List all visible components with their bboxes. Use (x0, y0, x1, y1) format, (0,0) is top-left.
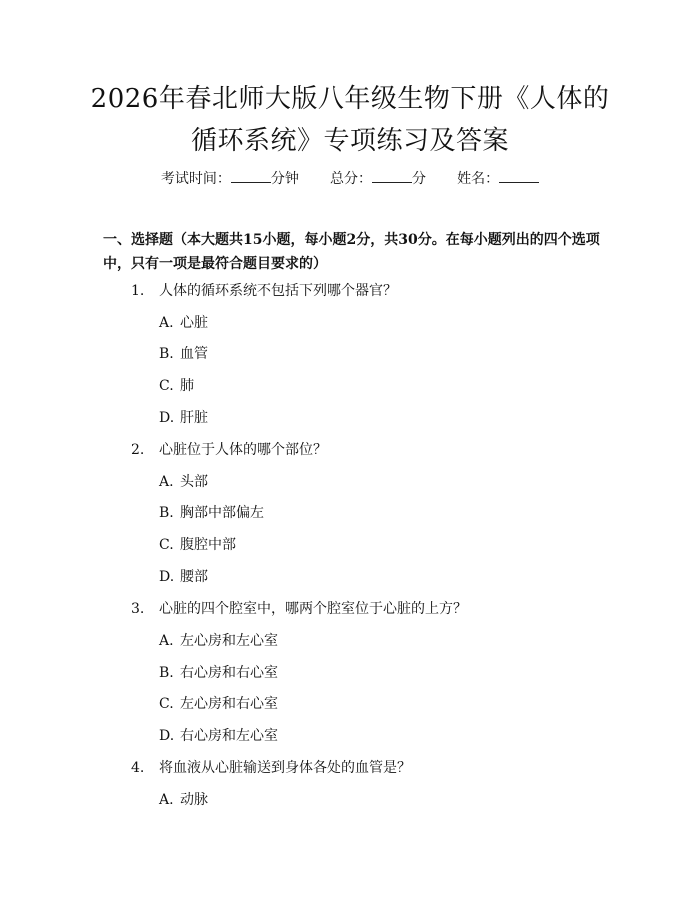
option-letter: C. (159, 696, 174, 712)
question-number: 1. (131, 283, 145, 299)
option-text: 血管 (180, 346, 208, 362)
option-text: 腹腔中部 (180, 537, 236, 553)
question-number: 4. (131, 760, 145, 776)
option-letter: B. (159, 505, 174, 521)
document-title (60, 78, 640, 162)
q3-option-d (159, 726, 278, 746)
option-text: 心脏 (180, 315, 208, 331)
option-letter: B. (159, 665, 174, 681)
option-text: 右心房和右心室 (180, 665, 278, 681)
option-letter: A. (159, 315, 174, 331)
name-label: 姓名： (457, 171, 500, 187)
q2-option-b (159, 503, 264, 523)
option-text: 腰部 (180, 569, 208, 585)
option-text: 肺 (180, 378, 194, 394)
title-line-2: 循环系统》专项练习及答案 (190, 126, 509, 156)
question-number: 2. (131, 442, 145, 458)
q1-option-d (159, 408, 208, 428)
question-2 (131, 440, 327, 460)
option-letter: A. (159, 792, 174, 808)
question-4 (131, 758, 411, 778)
question-text: 心脏的四个腔室中，哪两个腔室位于心脏的上方？ (159, 601, 467, 617)
option-text: 肝脏 (180, 410, 208, 426)
option-text: 右心房和左心室 (180, 728, 278, 744)
time-blank (231, 168, 271, 183)
question-text: 将血液从心脏输送到身体各处的血管是？ (159, 760, 411, 776)
q2-option-a (159, 472, 208, 492)
option-letter: A. (159, 474, 174, 490)
question-1 (131, 281, 397, 301)
q2-option-c (159, 535, 236, 555)
q3-option-b (159, 663, 278, 683)
q1-option-c (159, 376, 194, 396)
option-letter: C. (159, 537, 174, 553)
option-letter: D. (159, 728, 175, 744)
q1-option-b (159, 344, 208, 364)
score-label: 总分： (330, 171, 372, 187)
q2-option-d (159, 567, 208, 587)
option-text: 左心房和左心室 (180, 633, 278, 649)
option-letter: D. (159, 569, 175, 585)
option-letter: A. (159, 633, 174, 649)
time-label: 考试时间： (160, 171, 231, 187)
option-letter: D. (159, 410, 175, 426)
question-3 (131, 599, 467, 619)
option-text: 动脉 (180, 792, 208, 808)
section-heading: 一、选择题（本大题共15小题，每小题2分，共30分。在每小题列出的四个选项中，只有一项是最符合题目要求的） (103, 232, 600, 272)
option-letter: B. (159, 346, 174, 362)
option-text: 头部 (180, 474, 208, 490)
q3-option-a (159, 631, 278, 651)
score-unit: 分 (412, 171, 426, 187)
question-text: 人体的循环系统不包括下列哪个器官？ (159, 283, 397, 299)
exam-meta (0, 168, 700, 189)
time-unit: 分钟 (270, 171, 299, 187)
name-blank (499, 168, 539, 183)
q4-option-a (159, 790, 208, 810)
question-text: 心脏位于人体的哪个部位？ (159, 442, 327, 458)
score-blank (372, 168, 412, 183)
option-text: 胸部中部偏左 (180, 505, 264, 521)
q1-option-a (159, 313, 208, 333)
title-line-1: 2026年春北师大版八年级生物下册《人体的 (90, 84, 610, 114)
question-number: 3. (131, 601, 145, 617)
option-letter: C. (159, 378, 174, 394)
q3-option-c (159, 694, 278, 714)
option-text: 左心房和右心室 (180, 696, 278, 712)
